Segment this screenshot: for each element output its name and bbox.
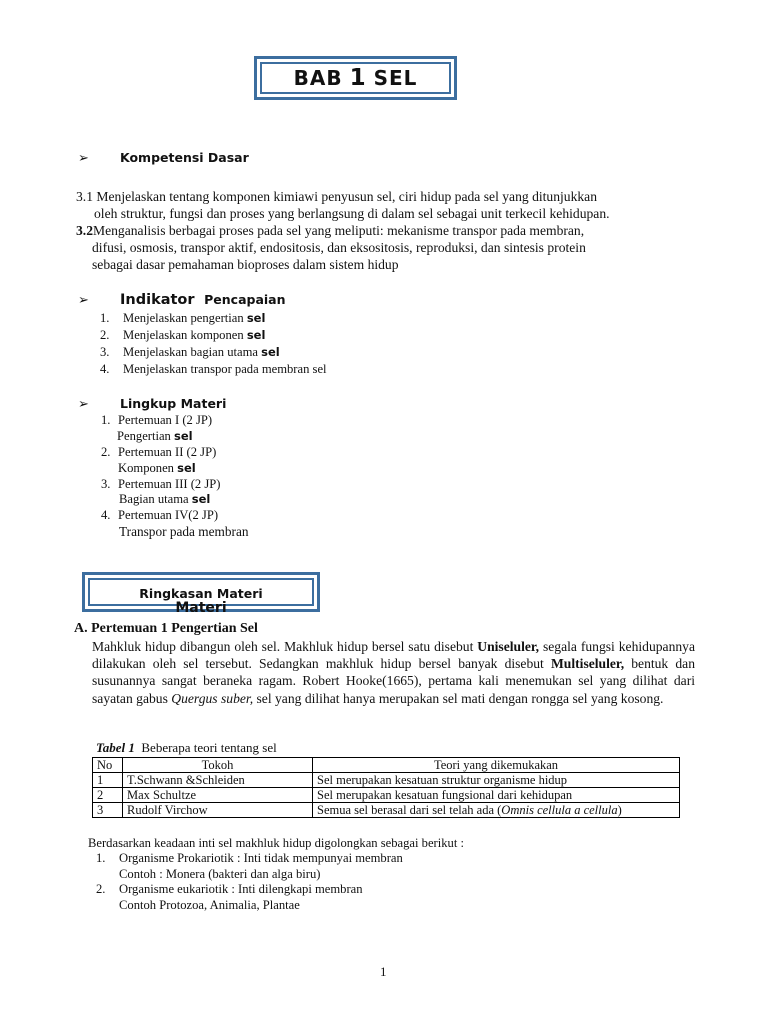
- section-a-paragraph: Mahkluk hidup dibangun oleh sel. Makhluk hidup bersel satu disebut Uniseluler, segala fungsi kehidupannya dilakukan oleh sel tersebut. Sedangkan makhluk hidup bersel banyak disebut Multiseluler, bentuk dan susunannya sangat beraneka ragam. Robert Hooke(1665), pertama kali menemukan sel yang dilihat dari sayatan gabus Quergus suber, sel yang dilihat hanya merupakan sel mati dengan rongga sel yang kosong.: [92, 639, 695, 706]
- table-header-row: [93, 758, 680, 773]
- lingkup-heading: Lingkup Materi: [120, 396, 227, 411]
- table-cell: Semua sel berasal dari sel telah ada (Omnis cellula a cellula): [313, 803, 680, 818]
- lingkup-item: 4. Pertemuan IV(2 JP): [101, 508, 219, 522]
- term-uniseluler: Uniseluler,: [477, 639, 540, 654]
- classification-example: Contoh : Monera (bakteri dan alga biru): [119, 867, 321, 881]
- table-row: [93, 773, 680, 788]
- table-cell: 2: [93, 788, 123, 803]
- lingkup-sub: Transpor pada membran: [119, 524, 249, 539]
- kd-line: Menganalisis berbagai proses pada sel yang meliputi: mekanisme transpor pada membran,: [93, 223, 585, 238]
- term-quergus: Quergus suber,: [171, 690, 254, 706]
- theory-table: [92, 757, 680, 818]
- table-cell: 3: [93, 803, 123, 818]
- chapter-title-prefix: BAB: [293, 66, 343, 90]
- indikator-item: 1. Menjelaskan pengertian sel: [100, 311, 266, 325]
- lingkup-sub: Komponen sel: [118, 461, 196, 475]
- table-header: No: [93, 758, 123, 773]
- table-header: Tokoh: [123, 758, 313, 773]
- indikator-heading-b: Pencapaian: [204, 292, 286, 307]
- table-cell: T.Schwann &Schleiden: [123, 773, 313, 788]
- chapter-title-box: [254, 56, 457, 100]
- classification-item: 1. Organisme Prokariotik : Inti tidak mempunyai membran: [96, 851, 403, 865]
- indikator-item: 4. Menjelaskan transpor pada membran sel: [100, 362, 327, 376]
- lingkup-item: 1. Pertemuan I (2 JP): [101, 413, 213, 427]
- chapter-title-suffix: SEL: [373, 66, 418, 90]
- indikator-heading: [120, 289, 286, 308]
- kd-line: sebagai dasar pemahaman bioproses dalam sistem hidup: [92, 257, 399, 272]
- kd-item: [76, 188, 597, 205]
- table-caption: [96, 740, 277, 756]
- arrow-bullet-icon: ➢: [78, 292, 89, 307]
- indikator-heading-a: Indikator: [120, 292, 195, 308]
- term-multiseluler: Multiseluler,: [550, 656, 625, 672]
- lingkup-sub: Bagian utama sel: [119, 492, 211, 506]
- table-cell: Sel merupakan kesatuan struktur organisme hidup: [313, 773, 680, 788]
- classification-intro: Berdasarkan keadaan inti sel makhluk hidup digolongkan sebagai berikut :: [88, 836, 464, 850]
- kd-line: oleh struktur, fungsi dan proses yang berlangsung di dalam sel sebagai unit terkecil kehidupan.: [94, 206, 610, 221]
- table-cell: 1: [93, 773, 123, 788]
- summary-box: [82, 572, 320, 616]
- indikator-item: 3. Menjelaskan bagian utama sel: [100, 345, 280, 359]
- table-cell: Rudolf Virchow: [123, 803, 313, 818]
- arrow-bullet-icon: ➢: [78, 396, 89, 411]
- kompetensi-heading: Kompetensi Dasar: [120, 150, 249, 165]
- lingkup-item: 2. Pertemuan II (2 JP): [101, 445, 217, 459]
- summary-label: Ringkasan Materi: [139, 586, 263, 601]
- kd-item: [76, 222, 584, 239]
- section-a-heading: A. Pertemuan 1 Pengertian Sel: [74, 621, 258, 636]
- summary-ghost-text: Materi: [175, 600, 227, 616]
- table-caption-label: Tabel 1: [96, 740, 135, 755]
- table-header: Teori yang dikemukakan: [313, 758, 680, 773]
- table-caption-text: Beberapa teori tentang sel: [141, 740, 277, 755]
- indikator-item: 2. Menjelaskan komponen sel: [100, 328, 266, 342]
- classification-example: Contoh Protozoa, Animalia, Plantae: [119, 898, 300, 912]
- chapter-title: [260, 62, 451, 94]
- table-cell: Max Schultze: [123, 788, 313, 803]
- chapter-title-number: 1: [349, 65, 367, 91]
- lingkup-sub: Pengertian sel: [117, 429, 193, 443]
- summary-title: [88, 578, 314, 616]
- page-number: 1: [380, 964, 387, 979]
- table-row: [93, 788, 680, 803]
- kd-number: 3.2: [76, 223, 93, 238]
- table-cell: Sel merupakan kesatuan fungsional dari kehidupan: [313, 788, 680, 803]
- kd-line: difusi, osmosis, transpor aktif, endositosis, dan eksositosis, reproduksi, dan sintesis protein: [92, 240, 586, 255]
- kd-number: 3.1: [76, 189, 93, 204]
- arrow-bullet-icon: ➢: [78, 150, 89, 165]
- kd-line: Menjelaskan tentang komponen kimiawi penyusun sel, ciri hidup pada sel yang ditunjukkan: [96, 189, 598, 204]
- lingkup-item: 3. Pertemuan III (2 JP): [101, 477, 221, 491]
- table-row: [93, 803, 680, 818]
- classification-item: 2. Organisme eukariotik : Inti dilengkapi membran: [96, 882, 363, 896]
